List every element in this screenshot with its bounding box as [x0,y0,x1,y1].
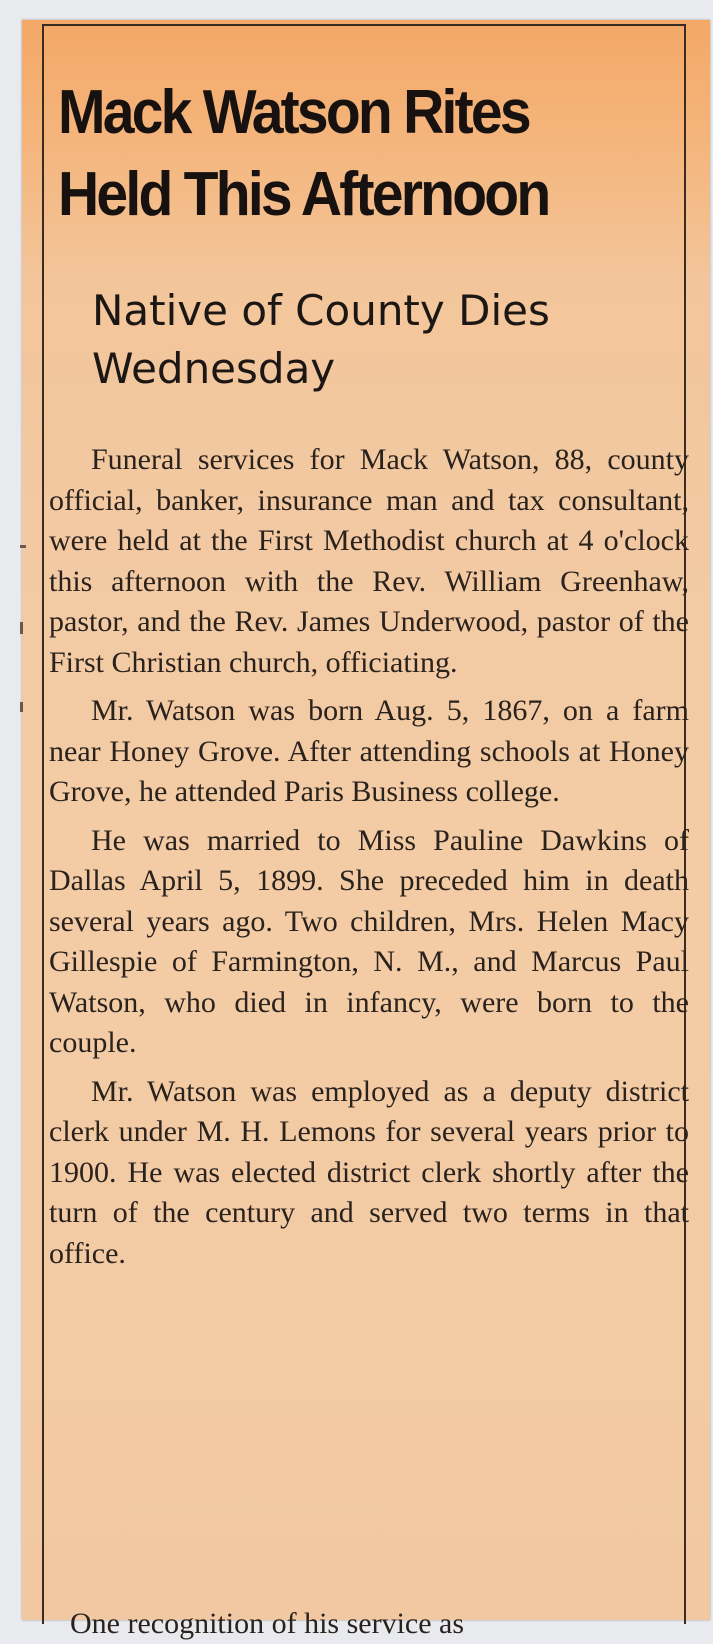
page-edge-mark [20,622,23,634]
page-edge-mark [20,702,23,712]
page-edge-mark [20,545,26,548]
article-body [49,440,689,1274]
subheadline: Native of County Dies Wednesday [92,286,550,393]
article-paragraph: Mr. Watson was born Aug. 5, 1867, on a farm near Honey Grove. After attending schools at Honey Grove, he attended Paris Business college. [49,694,689,808]
cut-off-text-line [70,1606,670,1640]
newspaper-clipping [22,20,710,1640]
column-rule-left [42,24,44,1624]
cut-off-text: One recognition of his service as [70,1607,465,1640]
article-paragraph: He was married to Miss Pauline Dawkins of Dallas April 5, 1899. She preceded him in death several years ago. Two children, Mrs. Helen Macy Gillespie of Farmington, N. M., and Marcus Paul Watson, who died in infancy, were born to the couple. [49,823,689,1059]
headline: Mack Watson Rites Held This Afternoon [58,78,549,229]
article-paragraph: Mr. Watson was employed as a deputy district clerk under M. H. Lemons for several years prior to 1900. He was elected district clerk shortly after the turn of the century and served two terms in that office. [49,1074,689,1270]
article-paragraph: Funeral services for Mack Watson, 88, county official, banker, insurance man and tax consultant, were held at the First Methodist church at 4 o'clock this afternoon with the Rev. William Greenhaw, pastor, and the Rev. James Underwood, pastor of the First Christian church, officiating. [49,443,689,679]
column-rule-top [42,24,686,26]
